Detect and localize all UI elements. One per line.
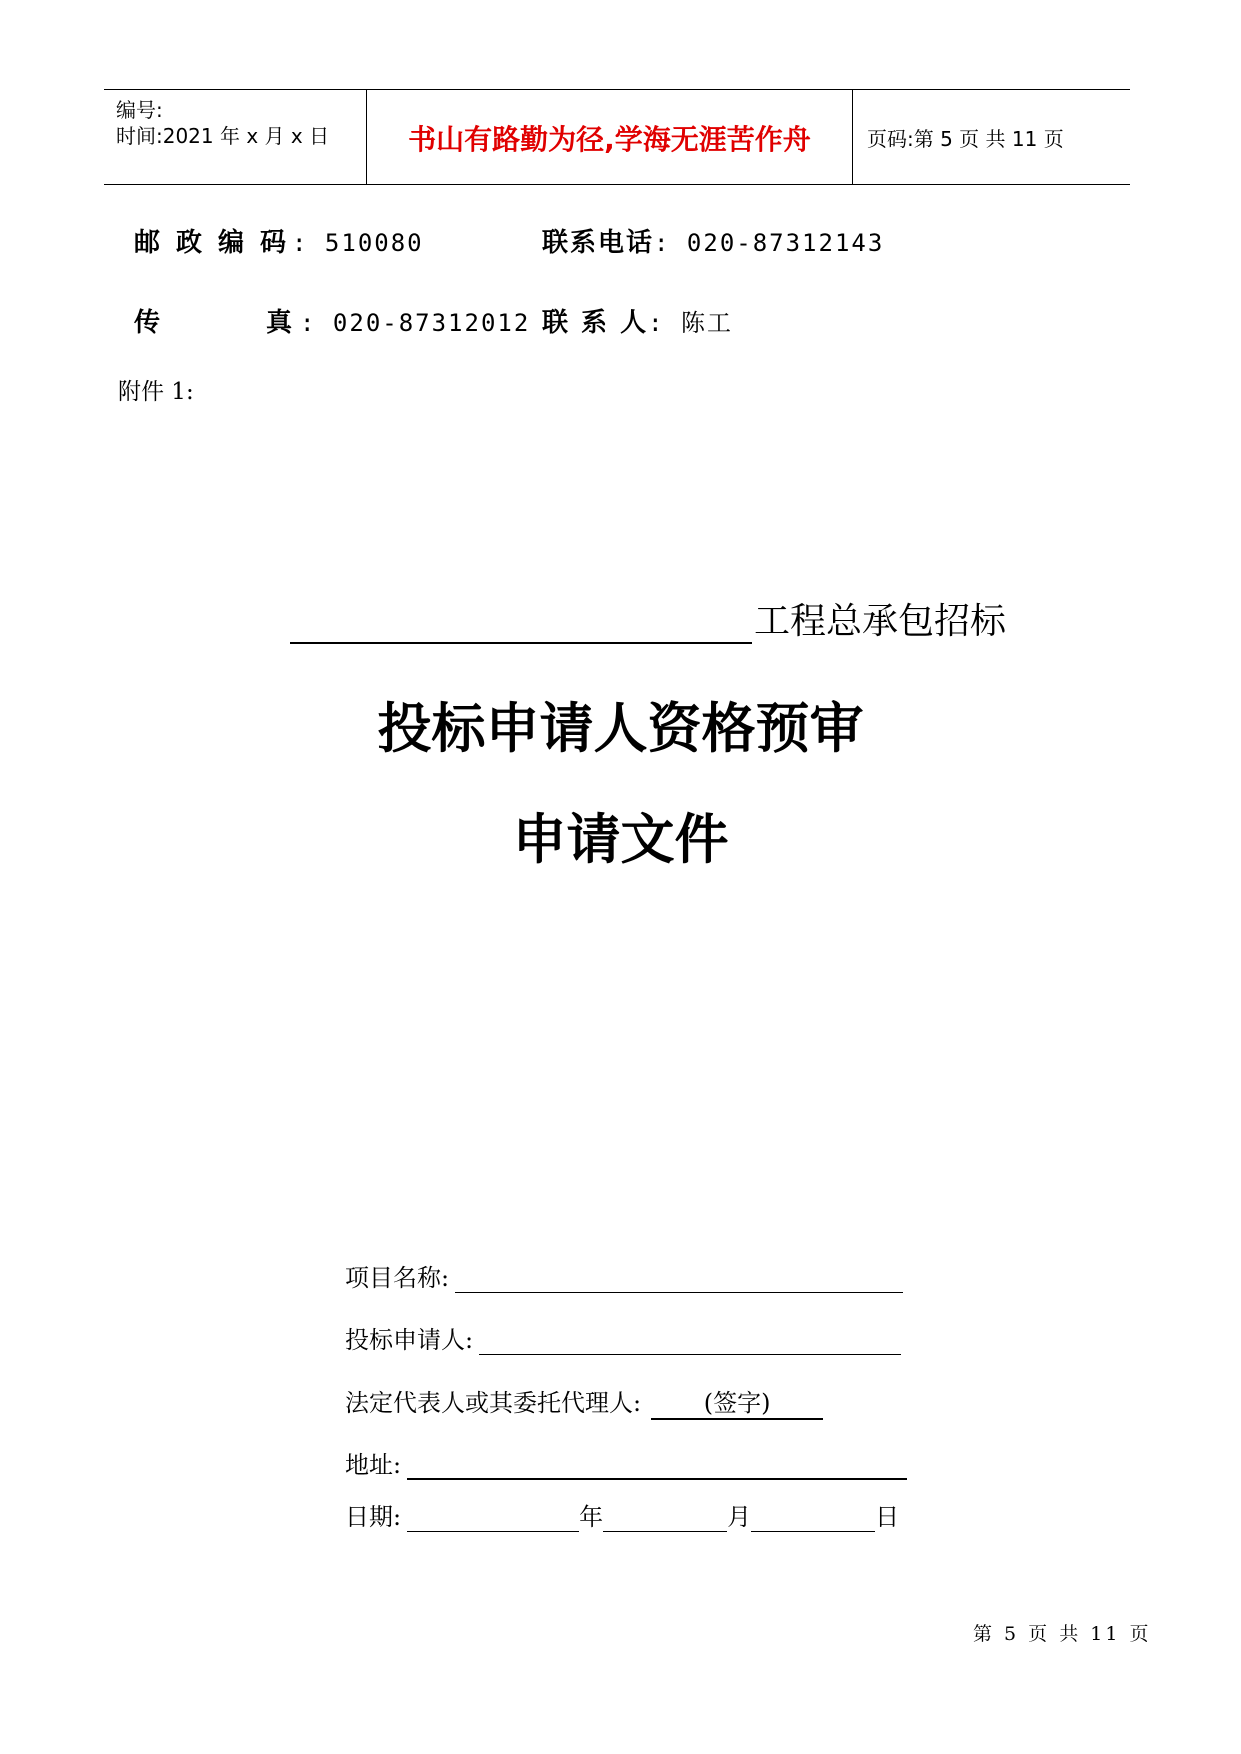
contact-row-fax <box>134 302 160 339</box>
document-number-label: 编号: <box>116 98 163 122</box>
phone-value: : 020-87312143 <box>654 229 885 257</box>
document-time-label: 时间:2021 年 x 月 x 日 <box>116 124 330 148</box>
fax-label-part2: 真 <box>266 308 293 338</box>
address-label: 地址: <box>345 1451 402 1479</box>
legal-rep-field <box>345 1383 823 1420</box>
postal-code-label: 邮政编码 <box>134 228 303 258</box>
address-line[interactable] <box>407 1454 907 1480</box>
contact-person-value: : 陈工 <box>648 309 734 337</box>
signature-line[interactable] <box>651 1383 823 1420</box>
header-info-cell <box>104 90 367 184</box>
postal-code-value: : 510080 <box>292 229 424 257</box>
page-header <box>104 89 1130 185</box>
page-footer: 第 5 页 共 11 页 <box>973 1623 1152 1645</box>
main-title-line2: 申请文件 <box>512 808 729 871</box>
applicant-field <box>345 1320 901 1355</box>
project-title-blank <box>290 606 752 644</box>
applicant-line[interactable] <box>479 1330 901 1355</box>
phone-label: 联系电话 <box>542 228 655 258</box>
date-day-label: 日 <box>875 1503 900 1531</box>
project-name-line[interactable] <box>455 1268 903 1293</box>
date-day-line[interactable] <box>751 1507 875 1532</box>
contact-phone <box>542 222 884 259</box>
fax-label-part1: 传 <box>134 308 161 338</box>
date-field <box>345 1497 899 1532</box>
address-field <box>345 1445 907 1480</box>
contact-person <box>542 302 733 339</box>
date-month-line[interactable] <box>603 1507 727 1532</box>
attachment-label: 附件 1: <box>118 379 194 405</box>
date-year-label: 年 <box>579 1503 604 1531</box>
header-motto-cell <box>367 90 853 184</box>
date-label: 日期: <box>345 1503 402 1531</box>
signature-hint: (签字) <box>703 1389 771 1417</box>
project-title-line <box>290 593 1006 644</box>
contact-fax <box>266 302 530 339</box>
fax-value: : 020-87312012 <box>300 309 531 337</box>
project-name-label: 项目名称: <box>345 1264 450 1292</box>
date-year-line[interactable] <box>407 1507 579 1532</box>
date-month-label: 月 <box>727 1503 752 1531</box>
legal-rep-label: 法定代表人或其委托代理人: <box>345 1389 642 1417</box>
project-name-field <box>345 1258 903 1293</box>
header-page-number: 页码:第 5 页 共 11 页 <box>867 127 1064 151</box>
main-title-line1: 投标申请人资格预审 <box>377 697 864 760</box>
contact-person-label: 联 系 人 <box>542 308 649 338</box>
applicant-label: 投标申请人: <box>345 1326 474 1354</box>
contact-row-postal-phone <box>134 222 424 259</box>
header-motto: 书山有路勤为径,学海无涯苦作舟 <box>408 123 811 156</box>
project-title-suffix: 工程总承包招标 <box>754 601 1007 642</box>
header-pager-cell <box>853 90 1130 184</box>
